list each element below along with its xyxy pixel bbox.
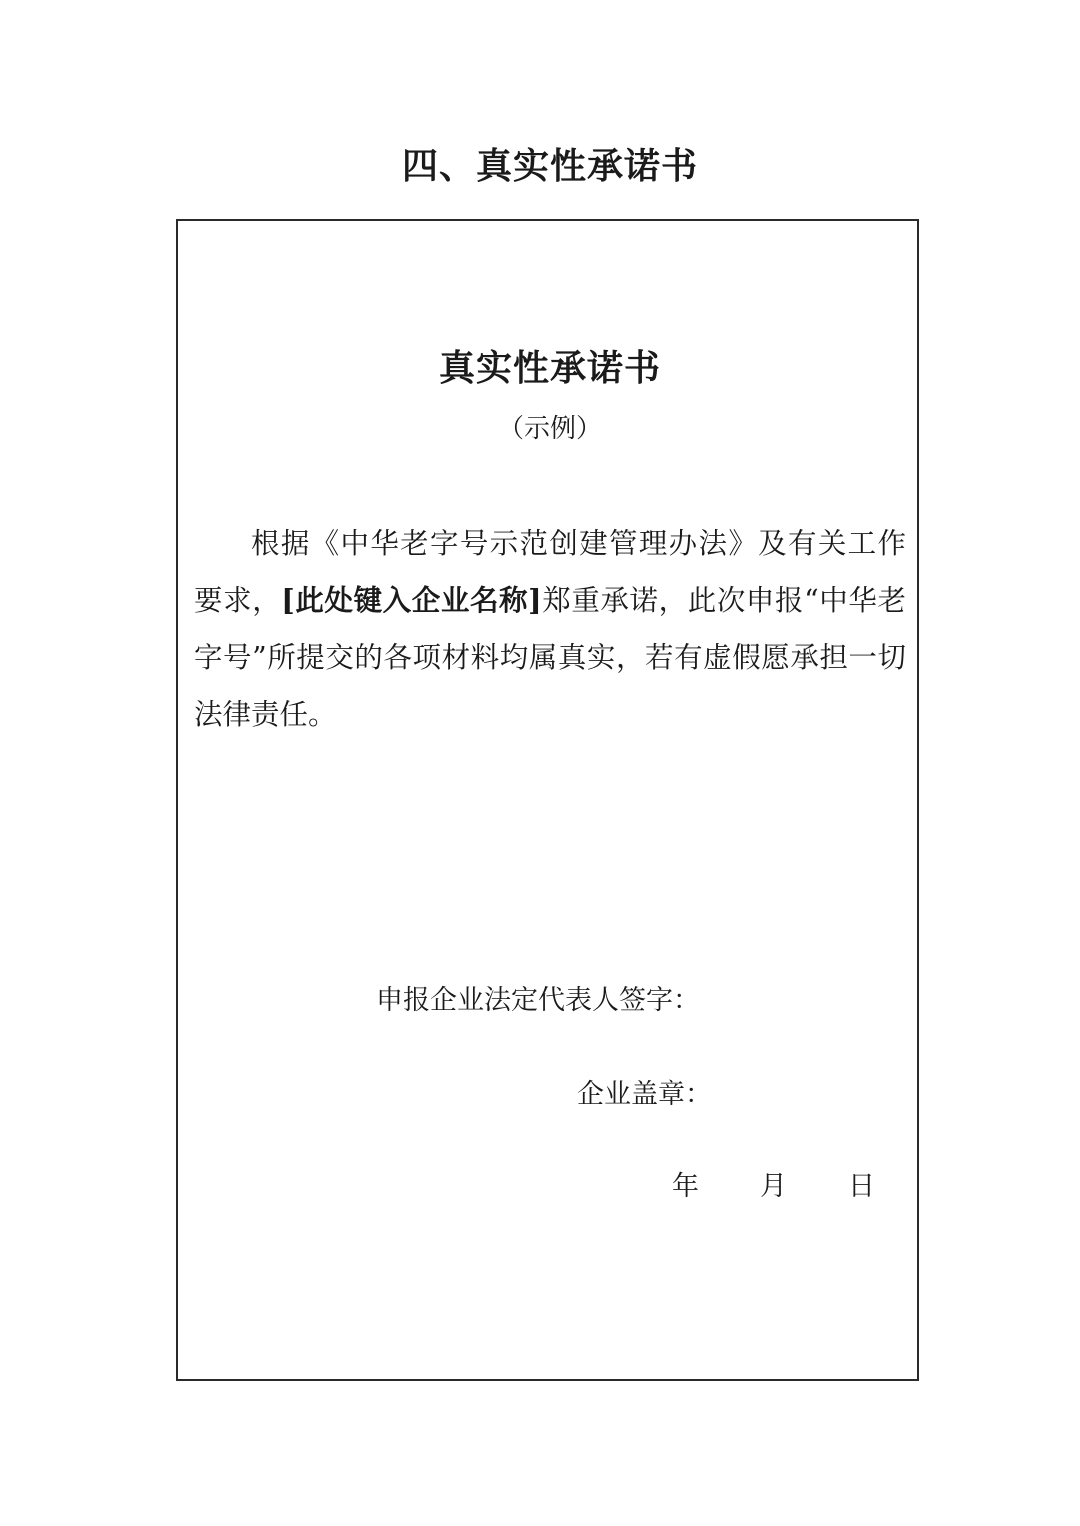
company-name-placeholder: [此处键入企业名称] bbox=[281, 583, 542, 617]
date-day-label: 日 bbox=[848, 1171, 875, 1202]
date-year-label: 年 bbox=[672, 1171, 699, 1202]
legal-representative-signature-label: 申报企业法定代表人签字： bbox=[376, 985, 700, 1016]
section-heading: 四、真实性承诺书 bbox=[401, 145, 698, 187]
document-subtitle: （示例） bbox=[497, 414, 602, 444]
date-month-label: 月 bbox=[760, 1171, 787, 1202]
commitment-letter-frame bbox=[176, 219, 919, 1381]
company-seal-label: 企业盖章： bbox=[577, 1079, 712, 1110]
body-text-before: 根据《中华老字号示范创建管理办法》及有关工作要求， bbox=[194, 527, 906, 617]
document-title: 真实性承诺书 bbox=[438, 347, 661, 389]
commitment-body bbox=[194, 515, 906, 743]
body-text-after: 郑重承诺，此次申报“中华老字号”所提交的各项材料均属真实，若有虚假愿承担一切法律责任。 bbox=[194, 584, 906, 731]
